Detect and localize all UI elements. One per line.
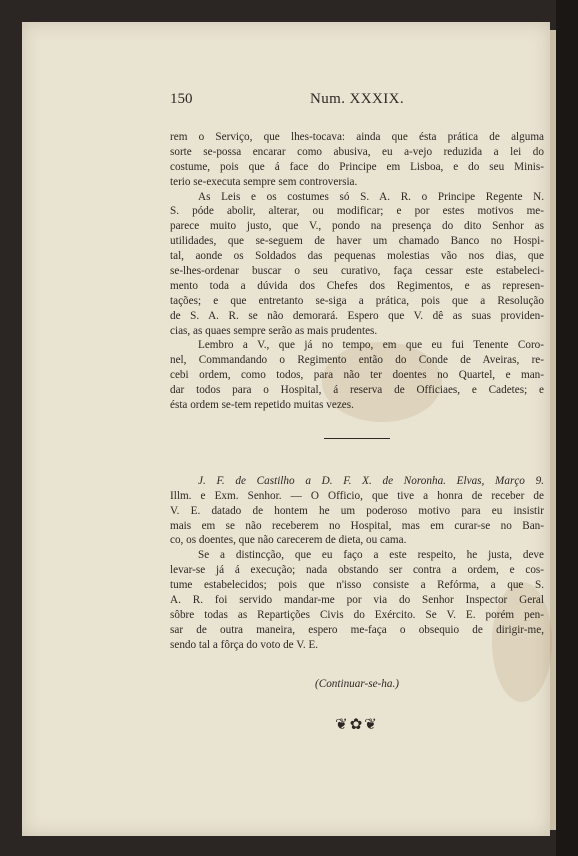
text-line: Lembro a V., que já no tempo, em que eu fui Tenente Coro- [198,339,544,352]
letter-heading: J. F. de Castilho a D. F. X. de Noronha. Elvas, Março 9. [198,474,544,487]
text-line: sôbre todas as Repartições Civis do Exército. Se V. E. porém pen- [170,608,544,621]
page-edge [550,30,556,830]
letter [170,474,544,653]
text-line: nel, Commandando o Regimento então do Conde de Aveiras, re- [170,354,544,367]
text-line: sar de outra maneira, espero me-faça o obsequio de dirigir-me, [170,623,544,636]
text-line: rem o Serviço, que lhes-tocava: ainda que ésta prática de alguma [170,131,544,143]
paragraph-leis [170,190,544,339]
text-line: levar-se já á execução; nada obstando ser contra a ordem, e cos- [170,564,544,577]
paragraph-continuation [170,130,544,190]
text-line: tume estabelecidos; pois que n'isso consiste a Refórma, a que S. [170,579,544,592]
text-line: S. póde abolir, alterar, ou modificar; e por estes motivos me- [170,205,544,218]
issue-number: Num. XXXIX. [310,91,404,107]
text-line: Se a distincção, que eu faço a este respeito, he justa, deve [198,549,544,562]
section-divider [324,438,390,439]
text-line: co, os doentes, que não carecerem de dieta, ou cama. [170,534,407,547]
running-header [170,92,544,130]
text-line: tações; e que entretanto se-siga a prática, pois que a Resolução [170,294,544,307]
text-line: parece muito justo, que V., pondo na presença do dito Senhor as [170,220,544,233]
text-column [170,92,544,733]
text-line: mais em se não receberem no Hospital, mas em curar-se no Ban- [170,519,544,532]
text-line: A. R. foi servido mandar-me por via do Senhor Inspector Geral [170,594,544,607]
text-line: sorte se-possa encarar como abusiva, eu a-vejo reduzida a lei do [170,145,544,158]
text-line: dar todos para o Hospital, á reserva de Officiaes, e Cadetes; e [170,384,544,397]
text-line: ésta ordem se-tem repetido muitas vezes. [170,399,354,412]
text-line: sendo tal a fôrça do voto de V. E. [170,638,319,651]
text-line: cebi ordem, como todos, para não ter doentes no Quartel, e man- [170,369,544,382]
text-line: Illm. e Exm. Senhor. — O Officio, que tive a honra de receber de [170,489,544,502]
text-line: As Leis e os costumes só S. A. R. o Principe Regente N. [198,190,544,203]
text-line: V. E. datado de hontem he um poderoso motivo para eu insistir [170,504,544,517]
text-line: mento toda a dúvida dos Chefes dos Regimentos, e as represen- [170,279,544,292]
text-line: de S. A. R. se não demorará. Espero que V. dê as suas providen- [170,309,544,322]
paragraph-lembro [170,338,544,412]
continuation-note: (Continuar-se-ha.) [315,677,399,690]
text-line: costume, pois que á face do Principe em Lisboa, e do seu Minis- [170,160,544,173]
text-line: utilidades, que se-seguem de haver um chamado Banco no Hospi- [170,235,544,248]
text-line: tal, aonde os Soldados das pequenas molestias vão nos dias, que [170,250,544,263]
text-line: terio se-executa sempre sem controversia. [170,175,358,188]
text-line: cias, as quaes sempre serão as mais prudentes. [170,324,378,337]
book-spine [556,0,578,856]
page-number: 150 [170,91,193,107]
fleuron-ornament-icon: ❦✿❦ [335,716,379,733]
text-line: se-lhes-ordenar buscar o seu curativo, faça cessar este estabeleci- [170,265,544,278]
